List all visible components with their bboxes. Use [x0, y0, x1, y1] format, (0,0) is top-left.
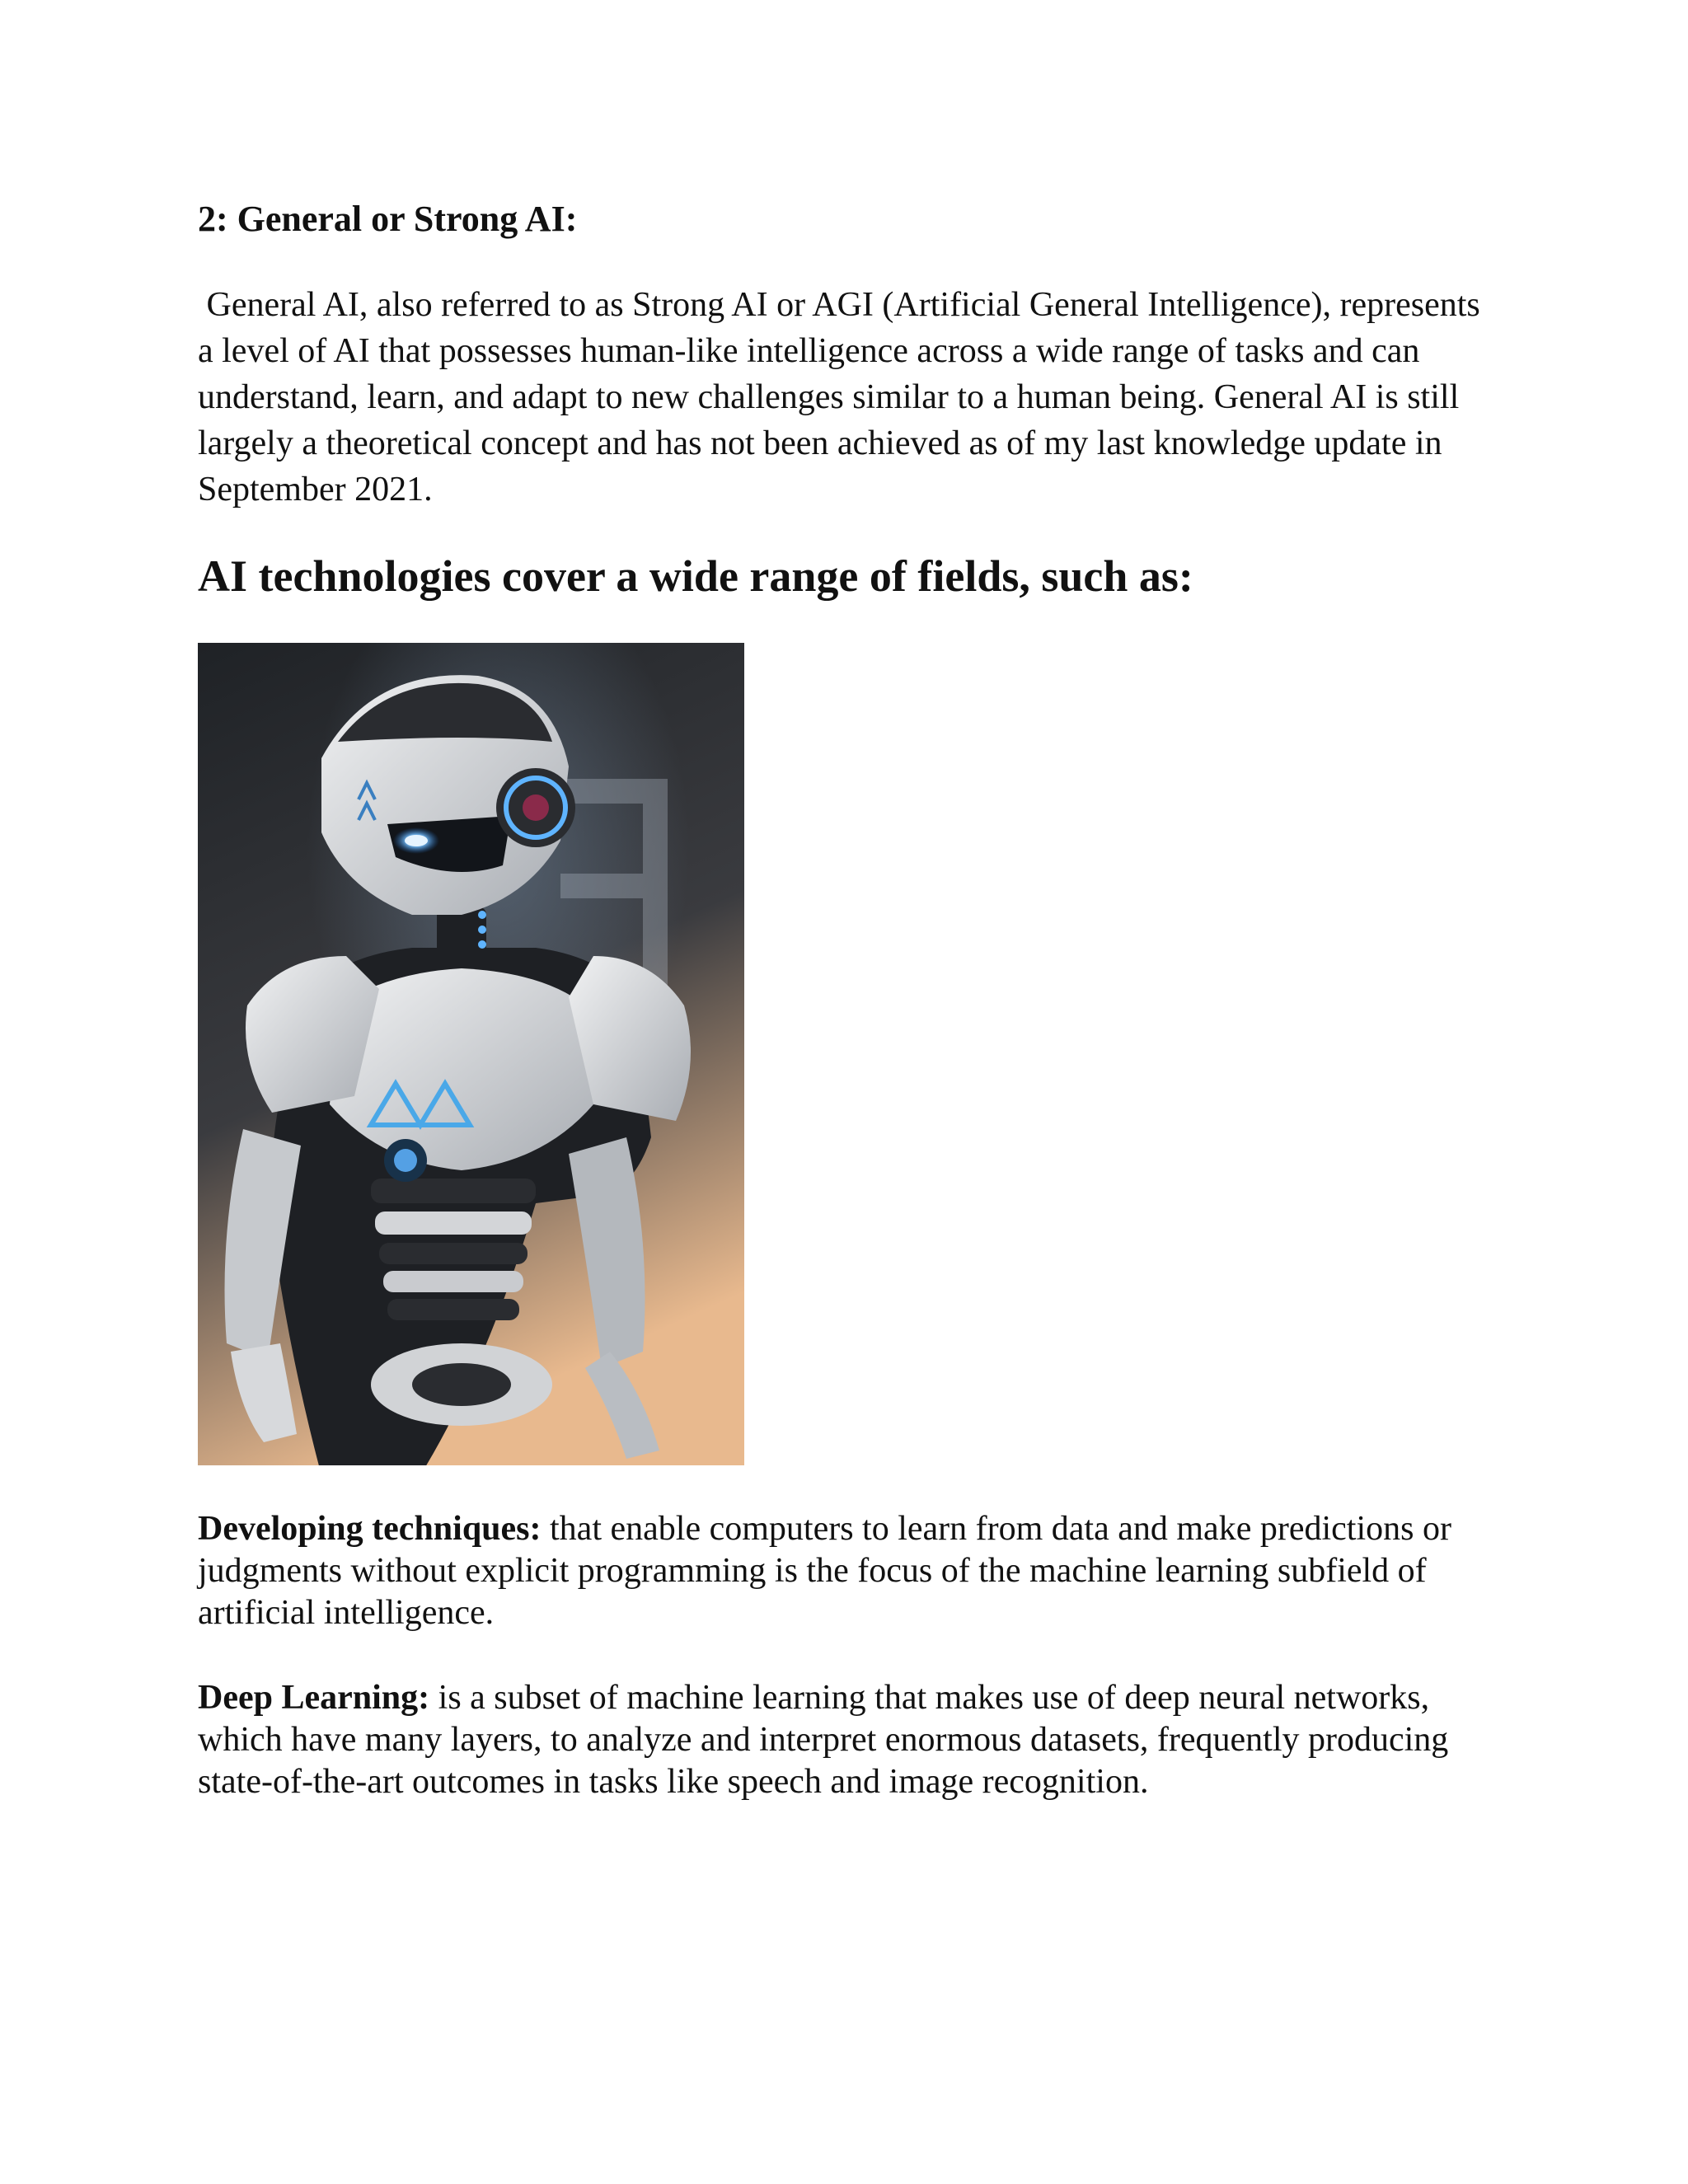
intro-paragraph: General AI, also referred to as Strong AI or AGI (Artificial General Intelligence), represents a level of AI that possesses human-like intelligence across a wide range of tasks and can understand, learn, and adapt to new challenges similar to a human being. General AI is still largely a theoretical concept and has not been achieved as of my last knowledge update in September 2021. [198, 286, 1489, 509]
item-term: Deep Learning: [198, 1679, 430, 1717]
robot-image [198, 643, 744, 1465]
item-term: Developing techniques: [198, 1510, 542, 1548]
item-text: is a subset of machine learning that makes use of deep neural networks, which have many layers, to analyze and interpret enormous datasets, frequently producing state-of-the-art outcomes in tasks like speech and image recognition. [198, 1679, 1449, 1801]
fields-heading: AI technologies cover a wide range of fields, such as: [198, 551, 1193, 601]
section-heading: 2: General or Strong AI: [198, 199, 578, 239]
list-item [198, 1508, 1484, 1634]
item-text: that enable computers to learn from data and make predictions or judgments without explicit programming is the focus of the machine learning subfield of artificial intelligence. [198, 1510, 1451, 1632]
list-item [198, 1677, 1484, 1803]
robot-illustration [198, 643, 744, 1465]
document-page [198, 0, 1489, 2184]
